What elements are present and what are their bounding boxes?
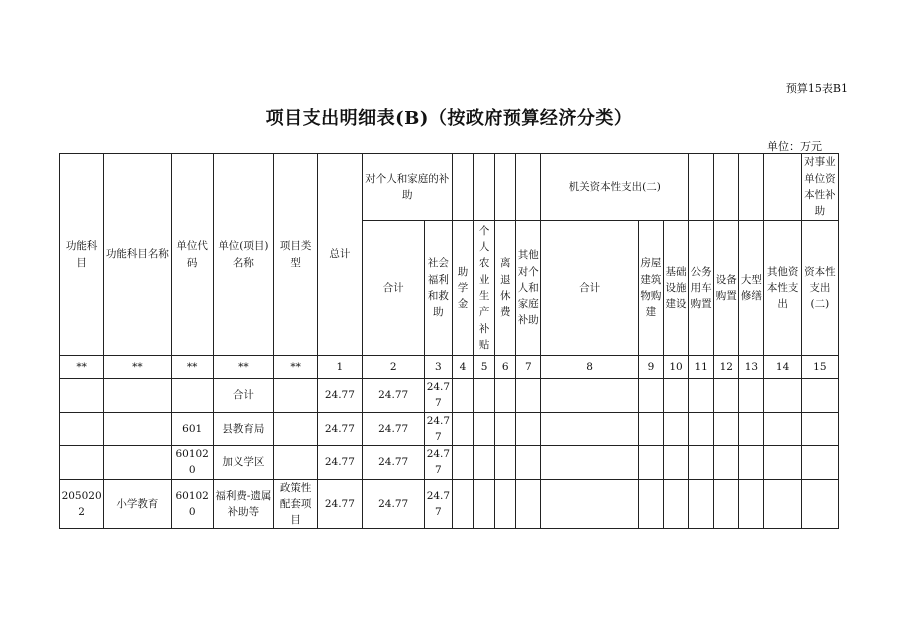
header-blank-7: [516, 154, 541, 221]
cell-social-welfare: 24.77: [424, 479, 452, 529]
table-row: [60, 479, 839, 529]
header-blank-11: [689, 154, 714, 221]
index-cell: 7: [516, 356, 541, 379]
cell-total: 24.77: [318, 412, 362, 446]
index-cell: 2: [362, 356, 424, 379]
header-total: 总计: [318, 154, 362, 356]
form-code: 预算15表B1: [785, 82, 848, 95]
header-personal-subtotal: 合计: [362, 221, 424, 356]
header-personal-group: 对个人和家庭的补助: [362, 154, 452, 221]
index-cell: 15: [801, 356, 838, 379]
index-row: [60, 356, 839, 379]
header-unit-code: 单位代码: [171, 154, 213, 356]
table-row: [60, 446, 839, 480]
cell-social-welfare: 24.77: [424, 446, 452, 480]
header-proj-type: 项目类型: [274, 154, 318, 356]
cell-func-name: [104, 412, 171, 446]
header-agri-subsidy: 个人农业生产补贴: [474, 221, 495, 356]
header-vehicle: 公务用车购置: [689, 221, 714, 356]
header-blank-6: [495, 154, 516, 221]
budget-table: [59, 153, 839, 529]
cell-personal-subtotal: 24.77: [362, 479, 424, 529]
cell-unit-name: 福利费-遗属补助等: [213, 479, 273, 529]
unit-label: 单位：万元: [767, 140, 822, 153]
cell-func-name: [104, 379, 171, 413]
cell-unit-code: 601: [171, 412, 213, 446]
index-cell: 14: [764, 356, 801, 379]
cell-unit-name: 合计: [213, 379, 273, 413]
header-blank-5: [474, 154, 495, 221]
index-cell: 4: [452, 356, 473, 379]
cell-func-code: [60, 379, 104, 413]
index-cell: **: [104, 356, 171, 379]
header-public-inst-capital: 资本性支出(二): [801, 221, 838, 356]
cell-personal-subtotal: 24.77: [362, 379, 424, 413]
index-cell: **: [60, 356, 104, 379]
cell-personal-subtotal: 24.77: [362, 446, 424, 480]
cell-unit-code: 601020: [171, 479, 213, 529]
header-retirement: 离退休费: [495, 221, 516, 356]
header-blank-4: [452, 154, 473, 221]
table-row: [60, 412, 839, 446]
header-building: 房屋建筑物购建: [638, 221, 663, 356]
cell-proj-type: 政策性配套项目: [274, 479, 318, 529]
header-social-welfare: 社会福利和救助: [424, 221, 452, 356]
header-capital-subtotal: 合计: [541, 221, 639, 356]
index-cell: 8: [541, 356, 639, 379]
header-repair: 大型修缮: [739, 221, 764, 356]
cell-func-name: [104, 446, 171, 480]
cell-unit-code: 601020: [171, 446, 213, 480]
cell-proj-type: [274, 379, 318, 413]
header-func-name: 功能科目名称: [104, 154, 171, 356]
index-cell: 10: [663, 356, 688, 379]
cell-total: 24.77: [318, 479, 362, 529]
index-cell: 1: [318, 356, 362, 379]
cell-personal-subtotal: 24.77: [362, 412, 424, 446]
cell-unit-name: 加义学区: [213, 446, 273, 480]
header-infrastructure: 基础设施建设: [663, 221, 688, 356]
cell-unit-code: [171, 379, 213, 413]
index-cell: 13: [739, 356, 764, 379]
cell-proj-type: [274, 412, 318, 446]
header-blank-13: [739, 154, 764, 221]
header-other-personal: 其他对个人和家庭补助: [516, 221, 541, 356]
header-unit-name: 单位(项目)名称: [213, 154, 273, 356]
index-cell: 12: [714, 356, 739, 379]
index-cell: 5: [474, 356, 495, 379]
header-equipment: 设备购置: [714, 221, 739, 356]
cell-social-welfare: 24.77: [424, 379, 452, 413]
page-title: 项目支出明细表(B)（按政府预算经济分类）: [265, 108, 633, 129]
header-scholarship: 助学金: [452, 221, 473, 356]
index-cell: 11: [689, 356, 714, 379]
header-public-inst-group: 对事业单位资本性补助: [801, 154, 838, 221]
header-blank-12: [714, 154, 739, 221]
cell-func-code: 2050202: [60, 479, 104, 529]
header-func-code: 功能科目: [60, 154, 104, 356]
header-other-capital: 其他资本性支出: [764, 221, 801, 356]
index-cell: 6: [495, 356, 516, 379]
index-cell: 9: [638, 356, 663, 379]
cell-func-name: 小学教育: [104, 479, 171, 529]
cell-proj-type: [274, 446, 318, 480]
table-row: [60, 379, 839, 413]
header-capital-group: 机关资本性支出(二): [541, 154, 689, 221]
cell-func-code: [60, 412, 104, 446]
index-cell: **: [274, 356, 318, 379]
index-cell: 3: [424, 356, 452, 379]
header-blank-14: [764, 154, 801, 221]
index-cell: **: [213, 356, 273, 379]
cell-func-code: [60, 446, 104, 480]
cell-total: 24.77: [318, 379, 362, 413]
index-cell: **: [171, 356, 213, 379]
cell-total: 24.77: [318, 446, 362, 480]
cell-social-welfare: 24.77: [424, 412, 452, 446]
cell-unit-name: 县教育局: [213, 412, 273, 446]
header-row-group: [60, 154, 839, 221]
